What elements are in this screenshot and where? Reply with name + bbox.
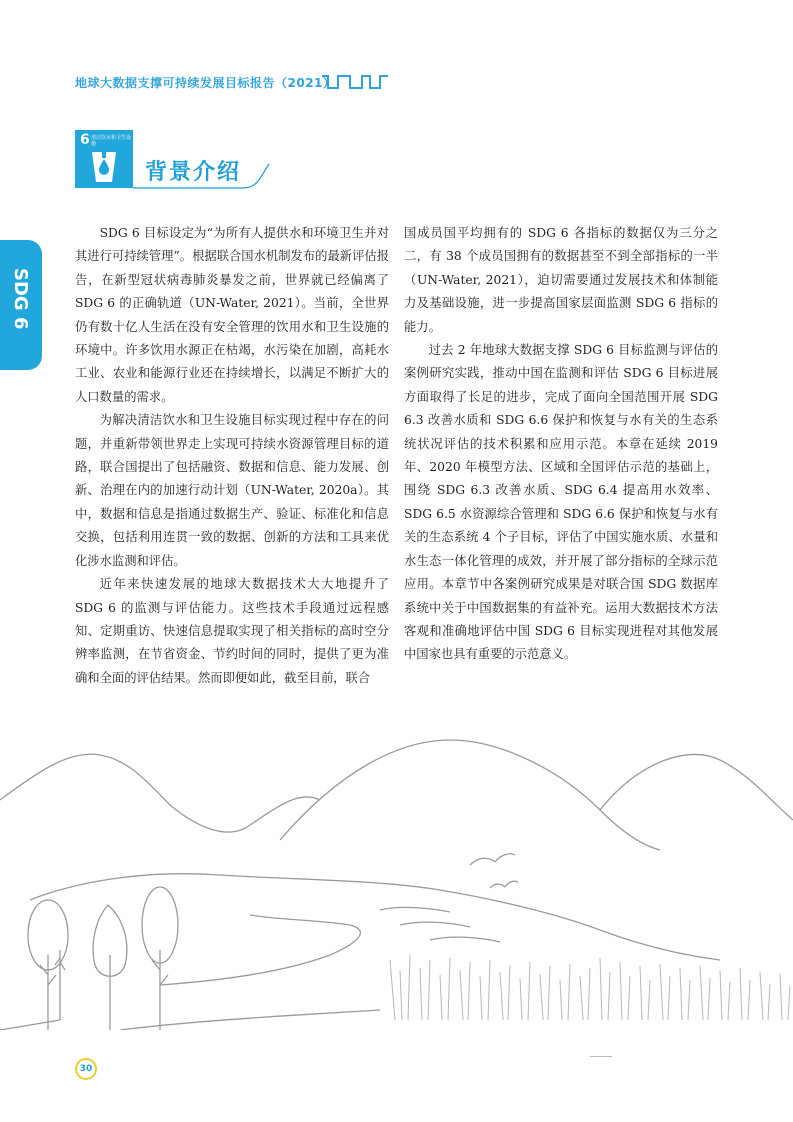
chapter-side-tab [0,240,42,370]
footer-divider [590,1056,612,1057]
section-title: 背景介绍 [145,160,242,185]
paragraph: 为解决清洁饮水和卫生设施目标实现过程中存在的问题，并重新带领世界走上实现可持续水资源管理目标的道路，联合国提出了包括融资、数据和信息、能力发展、创新、治理在内的加速行动计划（UN-Water, 2020a）。其中，数据和信息是指通过数据生产、验证、标准化和信息交换，包括利用连贯一致的数据、创新的方法和工具来优化涉水监测和评估。 [75,413,389,568]
page-number: 30 [75,1058,97,1080]
running-header: 地球大数据支撑可持续发展目标报告（2021） [75,76,336,90]
water-glass-icon [89,150,119,184]
sdg6-badge [75,130,133,188]
landscape-illustration [0,730,793,1030]
paragraph: SDG 6 目标设定为“为所有人提供水和环境卫生并对其进行可持续管理”。根据联合国水机制发布的最新评估报告，在新型冠状病毒肺炎暴发之前，世界就已经偏离了 SDG 6 的正确轨道（UN-Water, 2021）。当前，全世界仍有数十亿人生活在没有安全管理的饮用水和卫生设施的环境中。许多饮用水源正在枯竭，水污染在加剧，高耗水工业、农业和能源行业还在持续增长，以满足不断扩大的人口数量的需求。 [75,226,389,404]
sdg-badge-label: 清洁饮水和卫生设施 [91,135,132,147]
sdg-badge-number: 6 [80,132,90,148]
right-column [404,222,718,667]
paragraph: 过去 2 年地球大数据支撑 SDG 6 目标监测与评估的案例研究实践，推动中国在监测和评估 SDG 6 目标进展方面取得了长足的进步，完成了面向全国范围开展 SDG 6.3 改善水质和 SDG 6.6 保护和恢复与水有关的生态系统状况评估的技术积累和应用示范。本章在延续 2019 年、2020 年模型方法、区域和全国评估示范的基础上，围绕 SDG 6.3 改善水质、SDG 6.4 提高用水效率、SDG 6.5 水资源综合管理和 SDG 6.6 保护和恢复与水有关的生态系统 4 个子目标，评估了中国实施水质、水量和水生态一体化管理的成效，并开展了部分指标的全球示范应用。本章节中各案例研究成果是对联合国 SDG 数据库系统中关于中国数据集的有益补充。运用大数据技术方法客观和准确地评估中国 SDG 6 目标实现进程对其他发展中国家也具有重要的示范意义。 [404,343,718,662]
paragraph: 近年来快速发展的地球大数据技术大大地提升了 SDG 6 的监测与评估能力。这些技术手段通过远程感知、定期重访、快速信息提取实现了相关指标的高时空分辨率监测，在节省资金、节约时间的同时，提供了更为准确和全面的评估结果。然而即便如此，截至目前，联合 [75,577,389,685]
paragraph: 国成员国平均拥有的 SDG 6 各指标的数据仅为三分之二，有 38 个成员国拥有的数据甚至不到全部指标的一半（UN-Water, 2021），迫切需要通过发展技术和体制能力及基础设施，进一步提高国家层面监测 SDG 6 指标的能力。 [404,226,718,334]
left-column [75,222,389,690]
side-tab-label: SDG 6 [10,268,31,330]
header-decoration [322,72,392,92]
